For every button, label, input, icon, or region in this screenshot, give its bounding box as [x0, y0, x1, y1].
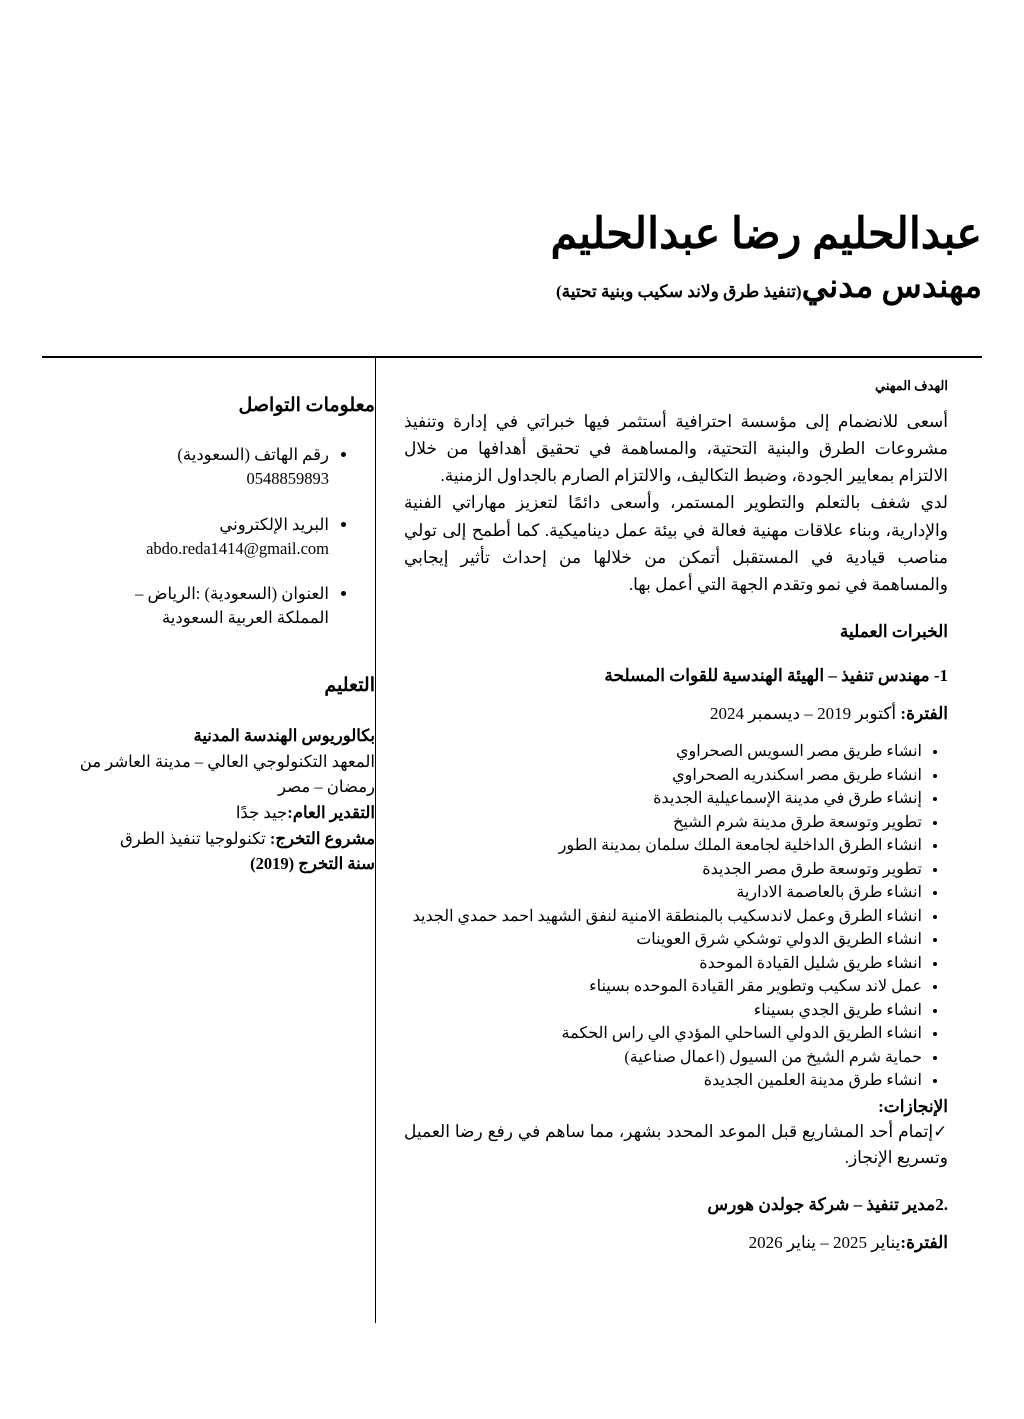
- check-icon: ✓: [933, 1121, 948, 1141]
- achievement-item: [404, 1119, 948, 1172]
- graduation-project-label: مشروع التخرج:: [269, 828, 375, 848]
- achievement-text: إتمام أحد المشاريع قبل الموعد المحدد بشهر، مما ساهم في رفع رضا العميل وتسريع الإنجاز.: [404, 1121, 948, 1167]
- graduation-project-value: تكنولوجيا تنفيذ الطرق: [119, 828, 270, 848]
- project-item: • إنشاء طرق في مدينة الإسماعيلية الجديدة: [404, 787, 922, 811]
- job-title-detail: (تنفيذ طرق ولاند سكيب وبنية تحتية): [556, 281, 802, 301]
- education-heading: التعليم: [324, 675, 375, 697]
- job-title-main: مهندس مدني: [801, 268, 982, 305]
- contact-item-phone: [62, 443, 329, 491]
- sidebar: [42, 358, 375, 1324]
- contact-list: [62, 443, 375, 631]
- job1-period-value: أكتوبر 2019 – ديسمبر 2024: [710, 704, 901, 724]
- email-value: abdo.reda1414@gmail.com: [146, 538, 329, 558]
- email-label: • البريد الإلكتروني: [219, 514, 329, 534]
- objective-paragraph-1: أسعى للانضمام إلى مؤسسة احترافية أستثمر فيها خبراتي في إدارة وتنفيذ مشروعات الطرق والبنية التحتية، والمساهمة في تحقيق أهدافها من خلال الالتزام بمعايير الجودة، وضبط التكاليف، والالتزام الصارم بالجداول الزمنية.: [404, 411, 948, 486]
- project-item: • انشاء الطريق الدولي توشكي شرق العوينات: [404, 928, 922, 952]
- graduation-year: سنة التخرج (2019): [250, 854, 375, 874]
- job1-period: [404, 704, 948, 724]
- project-item: • انشاء طريق الجدي بسيناء: [404, 999, 922, 1023]
- graduation-project-line: [62, 826, 375, 852]
- project-item: • انشاء طرق بالعاصمة الادارية: [404, 881, 922, 905]
- objective-paragraph-2: لدي شغف بالتعلم والتطوير المستمر، وأسعى دائمًا لتعزيز مهاراتي الفنية والإدارية، وبناء علاقات مهنية فعالة في بيئة عمل ديناميكية. كما أطمح إلى تولي مناصب قيادية في المستقبل أتمكن من خلالها من إحداث تأثير إيجابي والمساهمة في نمو وتقدم الجهة التي أعمل بها.: [404, 493, 948, 594]
- objective-heading: الهدف المهني: [875, 377, 948, 393]
- grade-label: التقدير العام:: [287, 802, 375, 822]
- job-title: [42, 266, 982, 306]
- address-label: • العنوان (السعودية) :الرياض –: [135, 584, 329, 604]
- candidate-name: عبدالحليم رضا عبدالحليم: [550, 211, 982, 258]
- job2-period-label: الفترة:: [900, 1233, 948, 1253]
- job2-period: [404, 1233, 948, 1253]
- address-value: المملكة العربية السعودية: [161, 608, 329, 628]
- job1-period-label: الفترة:: [900, 704, 948, 724]
- main-content: [375, 358, 982, 1324]
- project-item: • انشاء طريق شليل القيادة الموحدة: [404, 952, 922, 976]
- project-item: • انشاء طريق مصر السويس الصحراوي: [404, 740, 922, 764]
- project-item: • تطوير وتوسعة طرق مصر الجديدة: [404, 858, 922, 882]
- project-item: • انشاء طرق مدينة العلمين الجديدة: [404, 1069, 922, 1093]
- project-item: • انشاء طريق مصر اسكندريه الصحراوي: [404, 764, 922, 788]
- projects-list: [404, 740, 948, 1093]
- project-item: • انشاء الطرق وعمل لاندسكيب بالمنطقة الامنية لنفق الشهيد احمد حمدي الجديد: [404, 905, 922, 929]
- contact-item-email: [62, 513, 329, 561]
- project-item: • انشاء الطرق الداخلية لجامعة الملك سلمان بمدينة الطور: [404, 834, 922, 858]
- education-section: [62, 723, 375, 876]
- content-columns: [42, 358, 982, 1324]
- contact-item-address: [62, 582, 329, 630]
- project-item: • انشاء الطريق الدولي الساحلي المؤدي الي راس الحكمة: [404, 1022, 922, 1046]
- contact-heading: معلومات التواصل: [238, 394, 375, 416]
- grade-line: [62, 800, 375, 826]
- experience-heading: الخبرات العملية: [839, 622, 948, 642]
- grade-value: جيد جدًا: [235, 802, 288, 822]
- project-item: • تطوير وتوسعة طرق مدينة شرم الشيخ: [404, 811, 922, 835]
- project-item: • حماية شرم الشيخ من السيول (اعمال صناعية): [404, 1046, 922, 1070]
- degree-title: بكالوريوس الهندسة المدنية: [193, 726, 375, 746]
- job2-period-value: يناير 2025 – يناير 2026: [748, 1233, 901, 1253]
- institute-name: المعهد التكنولوجي العالي – مدينة العاشر من رمضان – مصر: [79, 751, 375, 797]
- job1-title: 1- مهندس تنفيذ – الهيئة الهندسية للقوات المسلحة: [604, 666, 948, 686]
- job2-title: .2مدير تنفيذ – شركة جولدن هورس: [707, 1195, 948, 1215]
- phone-value: 0548859893: [246, 468, 329, 488]
- header: [0, 0, 1024, 306]
- achievements-heading: الإنجازات:: [878, 1096, 948, 1116]
- phone-label: • رقم الهاتف (السعودية): [177, 444, 329, 464]
- project-item: • عمل لاند سكيب وتطوير مقر القيادة الموحده بسيناء: [404, 975, 922, 999]
